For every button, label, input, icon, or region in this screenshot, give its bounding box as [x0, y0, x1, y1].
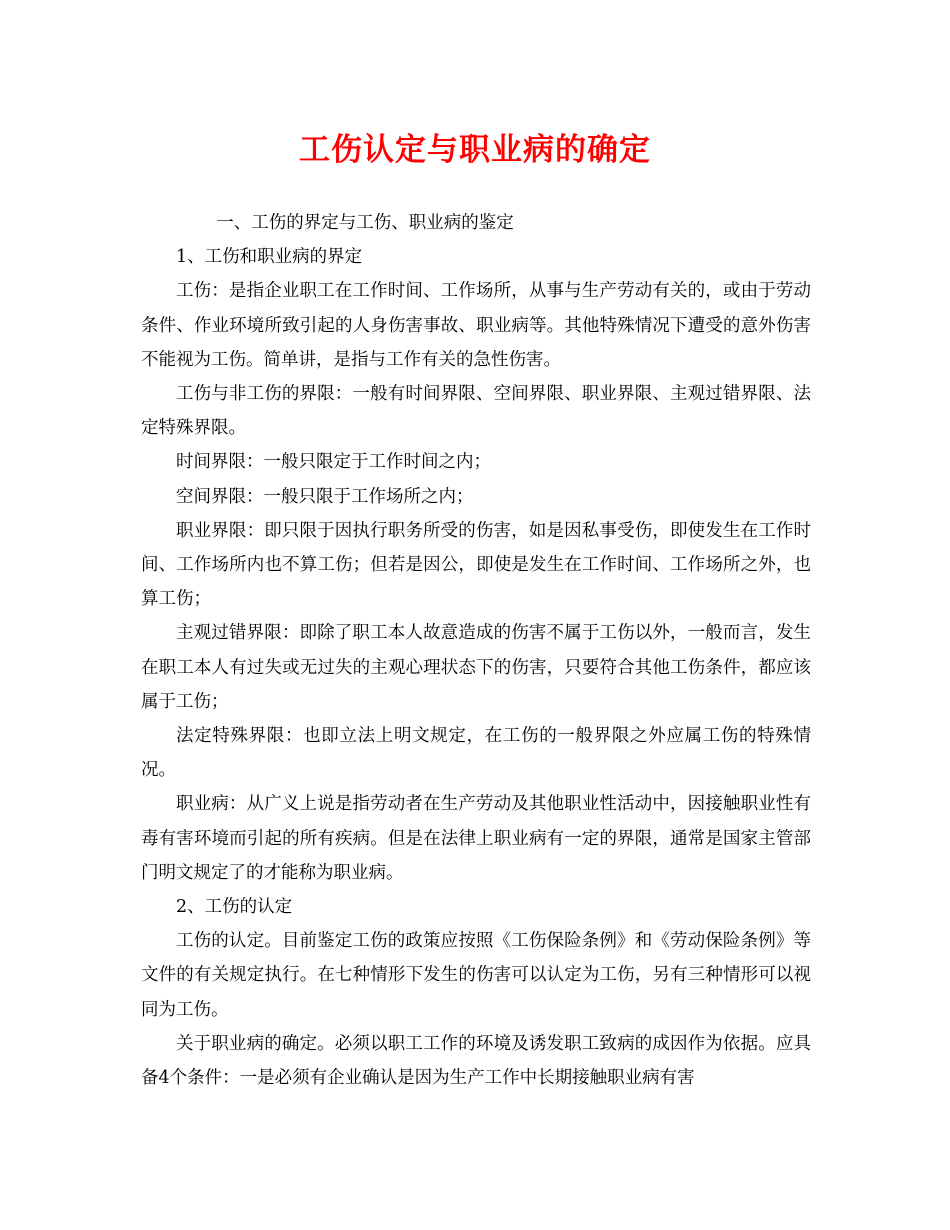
- section-heading: 一、工伤的界定与工伤、职业病的鉴定: [216, 213, 514, 233]
- paragraph: 时间界限：一般只限定于工作时间之内；: [176, 452, 491, 473]
- paragraph: 法定特殊界限：也即立法上明文规定，在工伤的一般界限之外应属工伤的特殊情况。: [141, 726, 811, 781]
- document-body: [141, 206, 811, 1095]
- subsection-heading: 2、工伤的认定: [176, 897, 293, 918]
- paragraph: 工伤：是指企业职工在工作时间、工作场所，从事与生产劳动有关的，或由于劳动条件、作业环境所致引起的人身伤害事故、职业病等。其他特殊情况下遭受的意外伤害不能视为工伤。简单讲，是指与工作有关的急性伤害。: [141, 281, 811, 370]
- paragraph: 主观过错界限：即除了职工本人故意造成的伤害不属于工伤以外，一般而言，发生在职工本人有过失或无过失的主观心理状态下的伤害，只要符合其他工伤条件，都应该属于工伤；: [141, 623, 811, 712]
- subsection-heading: 1、工伤和职业病的界定: [176, 247, 363, 268]
- paragraph: 职业界限：即只限于因执行职务所受的伤害，如是因私事受伤，即使发生在工作时间、工作场所内也不算工伤；但若是因公，即使是发生在工作时间、工作场所之外，也算工伤；: [141, 520, 811, 610]
- paragraph: 工伤的认定。目前鉴定工伤的政策应按照《工伤保险条例》和《劳动保险条例》等文件的有关规定执行。在七种情形下发生的伤害可以认定为工伤，另有三种情形可以视同为工伤。: [141, 931, 811, 1020]
- document-title: 工伤认定与职业病的确定: [299, 132, 651, 168]
- paragraph: 空间界限：一般只限于工作场所之内；: [176, 486, 474, 507]
- paragraph: 关于职业病的确定。必须以职工工作的环境及诱发职工致病的成因作为依据。应具备4个条件：一是必须有企业确认是因为生产工作中长期接触职业病有害: [141, 1033, 811, 1089]
- paragraph: 职业病：从广义上说是指劳动者在生产劳动及其他职业性活动中，因接触职业性有毒有害环境而引起的所有疾病。但是在法律上职业病有一定的界限，通常是国家主管部门明文规定了的才能称为职业病。: [141, 794, 811, 883]
- paragraph: 工伤与非工伤的界限：一般有时间界限、空间界限、职业界限、主观过错界限、法定特殊界限。: [141, 384, 811, 439]
